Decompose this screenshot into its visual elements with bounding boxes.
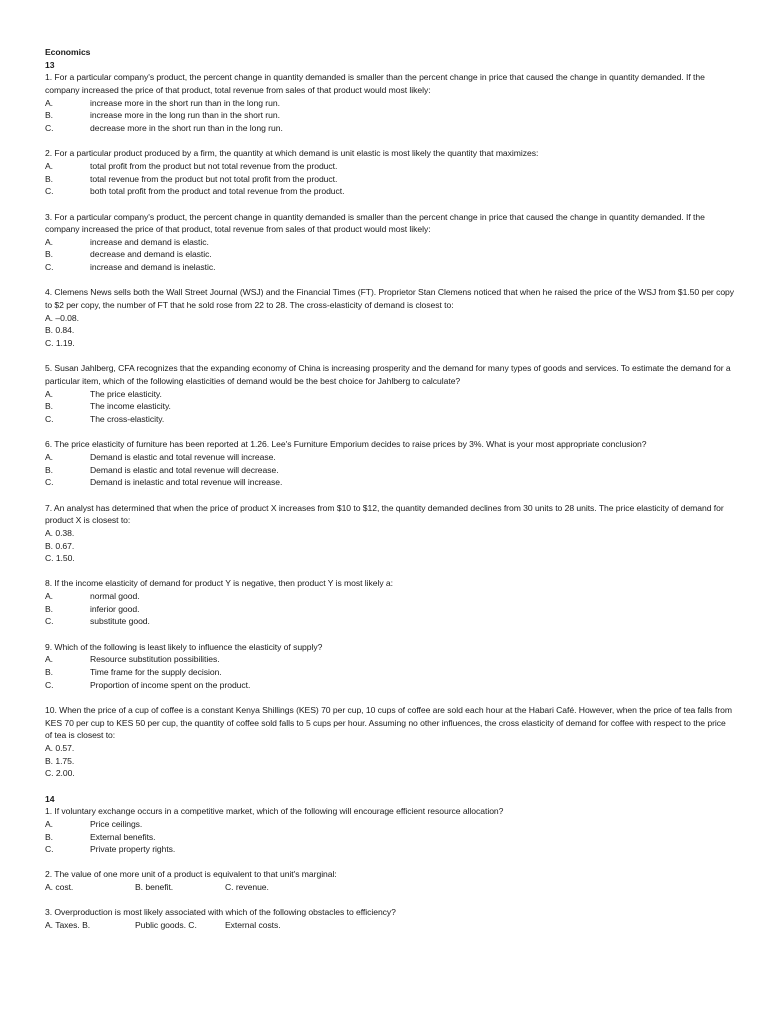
option-letter: A. bbox=[45, 388, 54, 399]
question-13-3 bbox=[45, 211, 735, 274]
option-a: A. 0.57. bbox=[45, 742, 75, 753]
question-text: 1. If voluntary exchange occurs in a competitive market, which of the following will encourage efficient resource allocation? bbox=[45, 806, 504, 817]
question-text: 7. An analyst has determined that when the price of product X increases from $10 to $12, the quantity demanded declines from 30 units to 28 units. The price elasticity of demand for product X is closest to: bbox=[45, 502, 724, 526]
question-13-4 bbox=[45, 286, 735, 349]
option-text: both total profit from the product and total revenue from the product. bbox=[90, 186, 345, 197]
question-14-2 bbox=[45, 868, 735, 893]
option-c: C. revenue. bbox=[225, 882, 269, 893]
option-b bbox=[45, 831, 735, 844]
question-13-10 bbox=[45, 704, 735, 780]
option-text: The cross-elasticity. bbox=[90, 413, 165, 424]
option-text: decrease and demand is elastic. bbox=[90, 249, 212, 260]
question-text: 4. Clemens News sells both the Wall Street Journal (WSJ) and the Financial Times (FT). Proprietor Stan Clemens noticed that when he raised the price of the WSJ from $1.50 per copy to $2 per copy, the number of FT that he sold rose from 22 to 28. The cross-elasticity of demand is closest to: bbox=[45, 287, 735, 311]
option-letter: A. bbox=[45, 160, 54, 171]
question-text: 6. The price elasticity of furniture has been reported at 1.26. Lee's Furniture Emporium decides to raise prices by 3%. What is your most appropriate conclusion? bbox=[45, 439, 647, 450]
option-text: External benefits. bbox=[90, 831, 156, 842]
question-13-8 bbox=[45, 577, 735, 628]
option-row bbox=[45, 919, 735, 932]
question-14-1 bbox=[45, 805, 735, 856]
option-text: inferior good. bbox=[90, 603, 140, 614]
option-c: C. 1.19. bbox=[45, 338, 75, 349]
option-text: normal good. bbox=[90, 591, 140, 602]
question-13-2 bbox=[45, 147, 735, 198]
option-c bbox=[45, 185, 735, 198]
option-c: C. 1.50. bbox=[45, 553, 75, 564]
option-text: Demand is inelastic and total revenue will increase. bbox=[90, 477, 283, 488]
option-text: total revenue from the product but not total profit from the product. bbox=[90, 173, 338, 184]
option-a bbox=[45, 451, 735, 464]
option-a bbox=[45, 388, 735, 401]
option-text: The income elasticity. bbox=[90, 401, 171, 412]
option-b bbox=[45, 603, 735, 616]
option-text: The price elasticity. bbox=[90, 388, 162, 399]
option-letter: A. bbox=[45, 654, 54, 665]
option-text: total profit from the product but not total revenue from the product. bbox=[90, 160, 338, 171]
question-13-6 bbox=[45, 438, 735, 489]
option-c: C. 2.00. bbox=[45, 768, 75, 779]
option-b: B. 1.75. bbox=[45, 755, 75, 766]
document-page bbox=[45, 46, 735, 932]
option-letter: B. bbox=[45, 831, 54, 842]
option-letter: A. bbox=[45, 818, 54, 829]
option-a bbox=[45, 590, 735, 603]
option-a: A. –0.08. bbox=[45, 312, 79, 323]
option-c bbox=[45, 413, 735, 426]
option-letter: B. bbox=[45, 249, 54, 260]
option-text: Demand is elastic and total revenue will decrease. bbox=[90, 464, 279, 475]
option-text: Resource substitution possibilities. bbox=[90, 654, 220, 665]
question-text: 1. For a particular company's product, the percent change in quantity demanded is smaller than the percent change in price that caused the change in quantity demanded. If the company increased the price of that product, total revenue from sales of that product would most likely: bbox=[45, 72, 705, 95]
option-letter: C. bbox=[45, 413, 54, 424]
option-a bbox=[45, 653, 735, 666]
question-13-7 bbox=[45, 502, 735, 565]
option-c bbox=[45, 679, 735, 692]
option-text: increase more in the long run than in the short run. bbox=[90, 110, 280, 121]
option-b bbox=[45, 109, 735, 122]
option-letter: C. bbox=[45, 679, 54, 690]
question-13-5 bbox=[45, 362, 735, 425]
option-letter: C. bbox=[45, 616, 54, 627]
option-letter: B. bbox=[45, 603, 54, 614]
option-letter: B. bbox=[45, 110, 54, 121]
question-13-1 bbox=[45, 71, 735, 134]
option-text: decrease more in the short run than in the long run. bbox=[90, 122, 283, 133]
option-a bbox=[45, 236, 735, 249]
option-letter: C. bbox=[45, 477, 54, 488]
option-c bbox=[45, 261, 735, 274]
option-b bbox=[45, 464, 735, 477]
option-a bbox=[45, 818, 735, 831]
question-text: 5. Susan Jahlberg, CFA recognizes that the expanding economy of China is increasing prosperity and the demand for many types of goods and services. To estimate the demand for a particular item, which of the following elasticities of demand would be the best choice for Jahlberg to calculate? bbox=[45, 363, 731, 386]
option-a: A. 0.38. bbox=[45, 527, 75, 538]
option-text: increase more in the short run than in the long run. bbox=[90, 97, 280, 108]
option-text: Proportion of income spent on the product. bbox=[90, 679, 251, 690]
option-b: Public goods. C. bbox=[135, 920, 197, 931]
option-letter: A. bbox=[45, 97, 54, 108]
option-a bbox=[45, 97, 735, 110]
question-text: 2. The value of one more unit of a product is equivalent to that unit's marginal: bbox=[45, 869, 337, 880]
option-b: B. 0.67. bbox=[45, 540, 75, 551]
question-text: 3. For a particular company's product, the percent change in quantity demanded is smaller than the percent change in price that caused the change in quantity demanded. If the company increased the price of that product, total revenue from sales of that product would most likely: bbox=[45, 211, 705, 235]
option-text: substitute good. bbox=[90, 616, 150, 627]
option-text: Demand is elastic and total revenue will increase. bbox=[90, 451, 276, 462]
question-text: 2. For a particular product produced by a firm, the quantity at which demand is unit elastic is most likely the quantity that maximizes: bbox=[45, 148, 539, 159]
option-letter: B. bbox=[45, 464, 54, 475]
option-letter: B. bbox=[45, 401, 54, 412]
option-letter: A. bbox=[45, 451, 54, 462]
question-text: 10. When the price of a cup of coffee is a constant Kenya Shillings (KES) 70 per cup, 10 cups of coffee are sold each hour at the Habari Café. However, when the price of tea falls from KES 70 per cup to KES 50 per cup, the quantity of coffee sold falls to 5 cups per hour. Assuming no other influences, the cross elasticity of demand for coffee with respect to the price of tea is closest to: bbox=[45, 704, 732, 741]
option-c bbox=[45, 122, 735, 135]
option-b bbox=[45, 248, 735, 261]
option-letter: B. bbox=[45, 173, 54, 184]
option-b bbox=[45, 400, 735, 413]
option-text: increase and demand is inelastic. bbox=[90, 262, 216, 273]
section-number-13: 13 bbox=[45, 59, 55, 70]
option-c: External costs. bbox=[225, 920, 281, 931]
option-b bbox=[45, 173, 735, 186]
option-text: Price ceilings. bbox=[90, 818, 143, 829]
option-c bbox=[45, 843, 735, 856]
question-text: 9. Which of the following is least likely to influence the elasticity of supply? bbox=[45, 641, 323, 652]
option-letter: C. bbox=[45, 122, 54, 133]
option-text: Time frame for the supply decision. bbox=[90, 667, 222, 678]
option-a: A. Taxes. B. bbox=[45, 920, 91, 931]
option-c bbox=[45, 615, 735, 628]
option-b: B. benefit. bbox=[135, 882, 174, 893]
option-row bbox=[45, 881, 735, 894]
option-a bbox=[45, 160, 735, 173]
option-text: increase and demand is elastic. bbox=[90, 236, 209, 247]
question-text: 8. If the income elasticity of demand for product Y is negative, then product Y is most likely a: bbox=[45, 578, 394, 589]
question-13-9 bbox=[45, 641, 735, 692]
option-letter: A. bbox=[45, 591, 54, 602]
option-letter: C. bbox=[45, 262, 54, 273]
option-text: Private property rights. bbox=[90, 844, 176, 855]
option-b bbox=[45, 666, 735, 679]
question-text: 3. Overproduction is most likely associated with which of the following obstacles to efficiency? bbox=[45, 907, 396, 918]
option-letter: A. bbox=[45, 236, 54, 247]
section-number-14: 14 bbox=[45, 793, 55, 804]
question-14-3 bbox=[45, 906, 735, 931]
option-b: B. 0.84. bbox=[45, 325, 75, 336]
option-c bbox=[45, 476, 735, 489]
document-title: Economics bbox=[45, 47, 91, 57]
option-a: A. cost. bbox=[45, 882, 74, 893]
option-letter: C. bbox=[45, 186, 54, 197]
option-letter: C. bbox=[45, 844, 54, 855]
option-letter: B. bbox=[45, 667, 54, 678]
